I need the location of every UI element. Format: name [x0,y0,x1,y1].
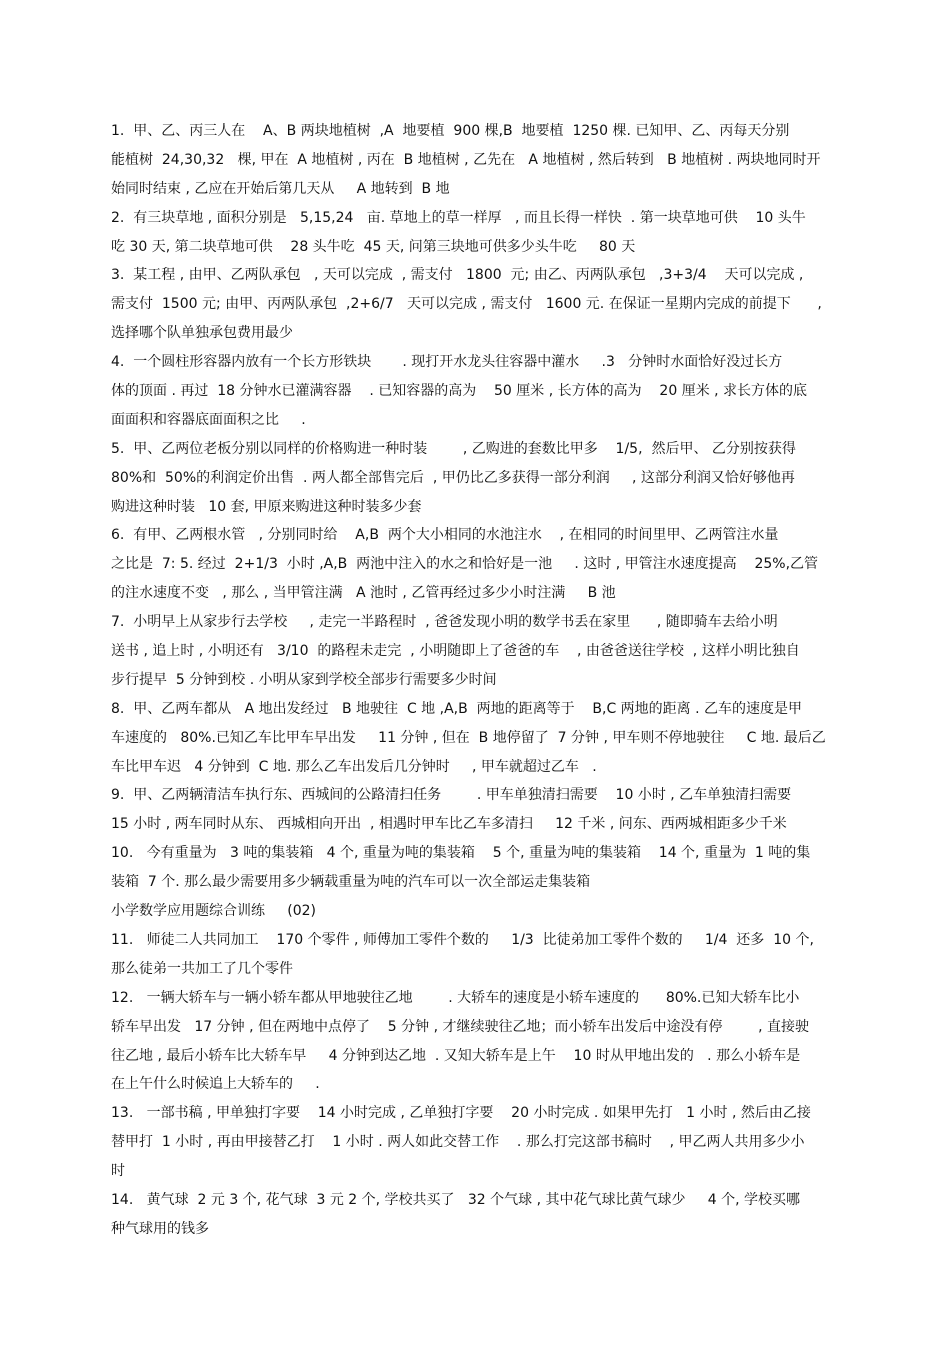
text-line: 吃 30 天, 第二块草地可供 28 头牛吃 45 天, 问第三块地可供多少头牛吃 80 天 [111,238,636,255]
text-line: 在上午什么时候追上大轿车的 . [111,1076,320,1093]
text-line: 能植树 24,30,32 棵, 甲在 A 地植树 , 丙在 B 地植树 , 乙先在 A 地植树 , 然后转到 B 地植树 . 两块地同时开 [111,151,821,168]
text-line: 那么徒弟一共加工了几个零件 [111,960,293,977]
text-line: 轿车早出发 17 分钟 , 但在两地中点停了 5 分钟 , 才继续驶往乙地；而小轿车出发后中途没有停 , 直接驶 [111,1018,809,1035]
text-line: 时 [111,1163,125,1180]
text-line: 15 小时 , 两车同时从东、 西城相向开出 , 相遇时甲车比乙车多清扫 12 千米 , 问东、西两城相距多少千米 [111,816,787,833]
text-line: 3. 某工程 , 由甲、乙两队承包 , 天可以完成 , 需支付 1800 元; 由乙、丙两队承包 ,3+3/4 天可以完成 , [111,267,804,284]
text-line: 7. 小明早上从家步行去学校 , 走完一半路程时 , 爸爸发现小明的数学书丢在家里 , 随即骑车去给小明 [111,614,778,631]
text-line: 往乙地 , 最后小轿车比大轿车早 4 分钟到达乙地 . 又知大轿车是上午 10 时从甲地出发的 . 那么小轿车是 [111,1047,801,1064]
text-line: 14. 黄气球 2 元 3 个, 花气球 3 元 2 个, 学校共买了 32 个气球 , 其中花气球比黄气球少 4 个, 学校买哪 [111,1191,801,1208]
text-line: 2. 有三块草地 , 面积分别是 5,15,24 亩. 草地上的草一样厚 , 而且长得一样快 . 第一块草地可供 10 头牛 [111,209,806,226]
text-line: 车比甲车迟 4 分钟到 C 地. 那么乙车出发后几分钟时 , 甲车就超过乙车 . [111,758,597,775]
text-line: 车速度的 80%.已知乙车比甲车早出发 11 分钟 , 但在 B 地停留了 7 分钟 , 甲车则不停地驶往 C 地. 最后乙 [111,729,826,746]
text-line: 之比是 7: 5. 经过 2+1/3 小时 ,A,B 两池中注入的水之和恰好是一池 . 这时 , 甲管注水速度提高 25%,乙管 [111,556,819,573]
text-line: 11. 师徒二人共同加工 170 个零件 , 师傅加工零件个数的 1/3 比徒弟加工零件个数的 1/4 还多 10 个, [111,931,814,948]
text-line: 始同时结束 , 乙应在开始后第几天从 A 地转到 B 地 [111,180,450,197]
text-line: 13. 一部书稿 , 甲单独打字要 14 小时完成 , 乙单独打字要 20 小时完成 . 如果甲先打 1 小时 , 然后由乙接 [111,1105,811,1122]
text-line: 的注水速度不变 , 那么 , 当甲管注满 A 池时 , 乙管再经过多少小时注满 B 池 [111,585,616,602]
text-line: 6. 有甲、乙两根水管 , 分别同时给 A,B 两个大小相同的水池注水 , 在相同的时间里甲、乙两管注水量 [111,527,779,544]
text-line: 装箱 7 个. 那么最少需要用多少辆载重量为吨的汽车可以一次全部运走集装箱 [111,874,591,891]
text-line: 12. 一辆大轿车与一辆小轿车都从甲地驶往乙地 . 大轿车的速度是小轿车速度的 80%.已知大轿车比小 [111,989,800,1006]
text-line: 选择哪个队单独承包费用最少 [111,325,293,342]
text-line: 5. 甲、乙两位老板分别以同样的价格购进一种时装 , 乙购进的套数比甲多 1/5, 然后甲、 乙分别按获得 [111,440,796,457]
text-line: 面面积和容器底面面积之比 . [111,411,306,428]
text-line: 10. 今有重量为 3 吨的集装箱 4 个, 重量为吨的集装箱 5 个, 重量为吨的集装箱 14 个, 重量为 1 吨的集 [111,845,811,862]
text-line: 购进这种时装 10 套, 甲原来购进这种时装多少套 [111,498,422,515]
text-line: 送书 , 追上时 , 小明还有 3/10 的路程未走完 , 小明随即上了爸爸的车 , 由爸爸送往学校 , 这样小明比独自 [111,643,800,660]
section-heading: 小学数学应用题综合训练 (02) [111,903,316,920]
text-line: 1. 甲、乙、丙三人在 A、B 两块地植树 ,A 地要植 900 棵,B 地要植 1250 棵. 已知甲、乙、丙每天分别 [111,123,790,139]
text-line: 4. 一个圆柱形容器内放有一个长方形铁块 . 现打开水龙头往容器中灌水 .3 分钟时水面恰好没过长方 [111,354,783,371]
text-line: 9. 甲、乙两辆清洁车执行东、西城间的公路清扫任务 . 甲车单独清扫需要 10 小时 , 乙车单独清扫需要 [111,787,792,804]
text-line: 步行提早 5 分钟到校 . 小明从家到学校全部步行需要多少时间 [111,671,497,688]
text-line: 体的顶面 . 再过 18 分钟水已灌满容器 . 已知容器的高为 50 厘米 , 长方体的高为 20 厘米 , 求长方体的底 [111,383,808,400]
text-line: 种气球用的钱多 [111,1220,209,1237]
text-line: 需支付 1500 元; 由甲、丙两队承包 ,2+6/7 天可以完成 , 需支付 1600 元. 在保证一星期内完成的前提下 , [111,296,822,313]
text-line: 80%和 50%的利润定价出售 . 两人都全部售完后 , 甲仍比乙多获得一部分利润 , 这部分利润又恰好够他再 [111,469,795,486]
document-body [111,117,846,1244]
text-line: 替甲打 1 小时 , 再由甲接替乙打 1 小时 . 两人如此交替工作 . 那么打完这部书稿时 , 甲乙两人共用多少小 [111,1134,805,1151]
text-line: 8. 甲、乙两车都从 A 地出发经过 B 地驶往 C 地 ,A,B 两地的距离等于 B,C 两地的距离 . 乙车的速度是甲 [111,700,803,717]
